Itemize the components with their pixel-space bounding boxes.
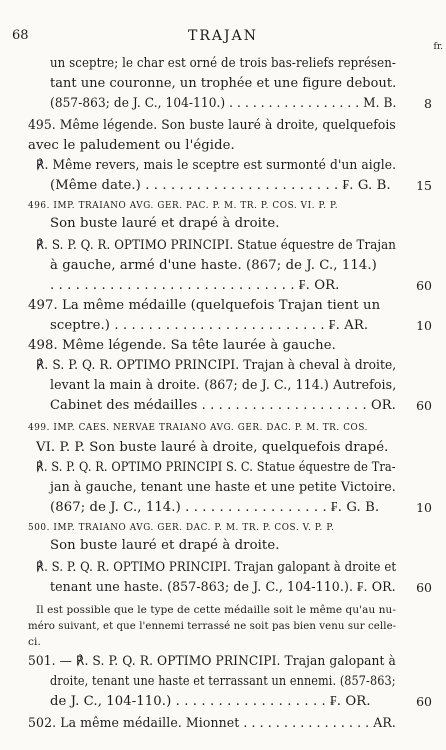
- entry-495: 495. Même légende. Son buste lauré à droite, quelquefois: [28, 118, 396, 133]
- text-line: de J. C., 104-110.) . . . . . . . . . . . . . . . . . . ₣. OR. 60: [50, 694, 432, 709]
- page-number: 68: [12, 28, 29, 43]
- reverse-line: ℟. Même revers, mais le sceptre est surmonté d'un aigle.: [36, 158, 397, 173]
- reverse-line: ℟. S. P. Q. R. OPTIMO PRINCIPI S. C. Statue équestre de Tra-: [36, 460, 396, 475]
- note-line: ci.: [28, 636, 41, 648]
- text-line: Cabinet des médailles . . . . . . . . . . . . . . . . . . . . OR. 60: [50, 398, 432, 413]
- text-line: jan à gauche, tenant une haste et une petite Victoire.: [50, 480, 396, 495]
- reverse-line: ℟. S. P. Q. R. OPTIMO PRINCIPI. Statue équestre de Trajan: [36, 238, 396, 253]
- text-line: (Même date.) . . . . . . . . . . . . . . . . . . . . . . . ₣. G. B. 15: [50, 178, 432, 193]
- text-line: Son buste lauré et drapé à droite.: [50, 538, 280, 553]
- note-line: Il est possible que le type de cette médaille soit le même qu'au nu-: [36, 604, 396, 616]
- text-line: tenant une haste. (857-863; de J. C., 104-110.). ₣. OR. 60: [50, 580, 432, 595]
- text-line: droite, tenant une haste et terrassant un ennemi. (857-863;: [50, 674, 396, 689]
- text-line: un sceptre; le char est orné de trois bas-reliefs représen-: [50, 56, 396, 71]
- text-line: à gauche, armé d'une haste. (867; de J. C., 114.): [50, 258, 377, 273]
- note-line: méro suivant, et que l'ennemi terrassé ne soit pas bien venu sur celle-: [28, 620, 397, 632]
- text-line: (857-863; de J. C., 104-110.) . . . . . . . . . . . . . . . . . M. B. 8: [50, 96, 432, 111]
- running-title: TRAJAN: [188, 28, 258, 44]
- text-line: (867; de J. C., 114.) . . . . . . . . . . . . . . . . . ₣. G. B. 10: [50, 500, 432, 515]
- text-line: VI. P. P. Son buste lauré à droite, quelquefois drapé.: [36, 440, 389, 455]
- entry-499: 499. IMP. CAES. NERVAE TRAIANO AVG. GER. DAC. P. M. TR. COS.: [28, 423, 369, 433]
- reverse-line: ℟. S. P. Q. R. OPTIMO PRINCIPI. Trajan à cheval à droite,: [36, 358, 397, 373]
- text-line: avec le paludement ou l'égide.: [28, 138, 235, 153]
- text-line: . . . . . . . . . . . . . . . . . . . . . . . . . . . . . ₣. OR. 60: [50, 278, 432, 293]
- entry-502: 502. La même médaille. Mionnet . . . . . . . . . . . . . . . . AR.: [28, 716, 396, 731]
- text-line: levant la main à droite. (867; de J. C., 114.) Autrefois,: [50, 378, 397, 393]
- entry-497: 497. La même médaille (quelquefois Trajan tient un: [28, 298, 381, 313]
- margin-fragment: fr.: [433, 42, 443, 52]
- page-header: [0, 28, 446, 52]
- entry-496: 496. IMP. TRAIANO AVG. GER. PAC. P. M. TR. P. COS. VI. P. P.: [28, 201, 339, 211]
- text-line: Son buste lauré et drapé à droite.: [50, 216, 280, 231]
- entry-498: 498. Même légende. Sa tête laurée à gauche.: [28, 338, 336, 353]
- reverse-line: ℟. S. P. Q. R. OPTIMO PRINCIPI. Trajan galopant à droite et: [36, 560, 397, 575]
- text-line: tant une couronne, un trophée et une figure debout.: [50, 76, 397, 91]
- entry-501: 501. — ℟. S. P. Q. R. OPTIMO PRINCIPI. Trajan galopant à: [28, 654, 396, 669]
- entry-500: 500. IMP. TRAIANO AVG. GER. DAC. P. M. TR. P. COS. V. P. P.: [28, 523, 335, 533]
- text-line: sceptre.) . . . . . . . . . . . . . . . . . . . . . . . . . ₣. AR. 10: [50, 318, 432, 333]
